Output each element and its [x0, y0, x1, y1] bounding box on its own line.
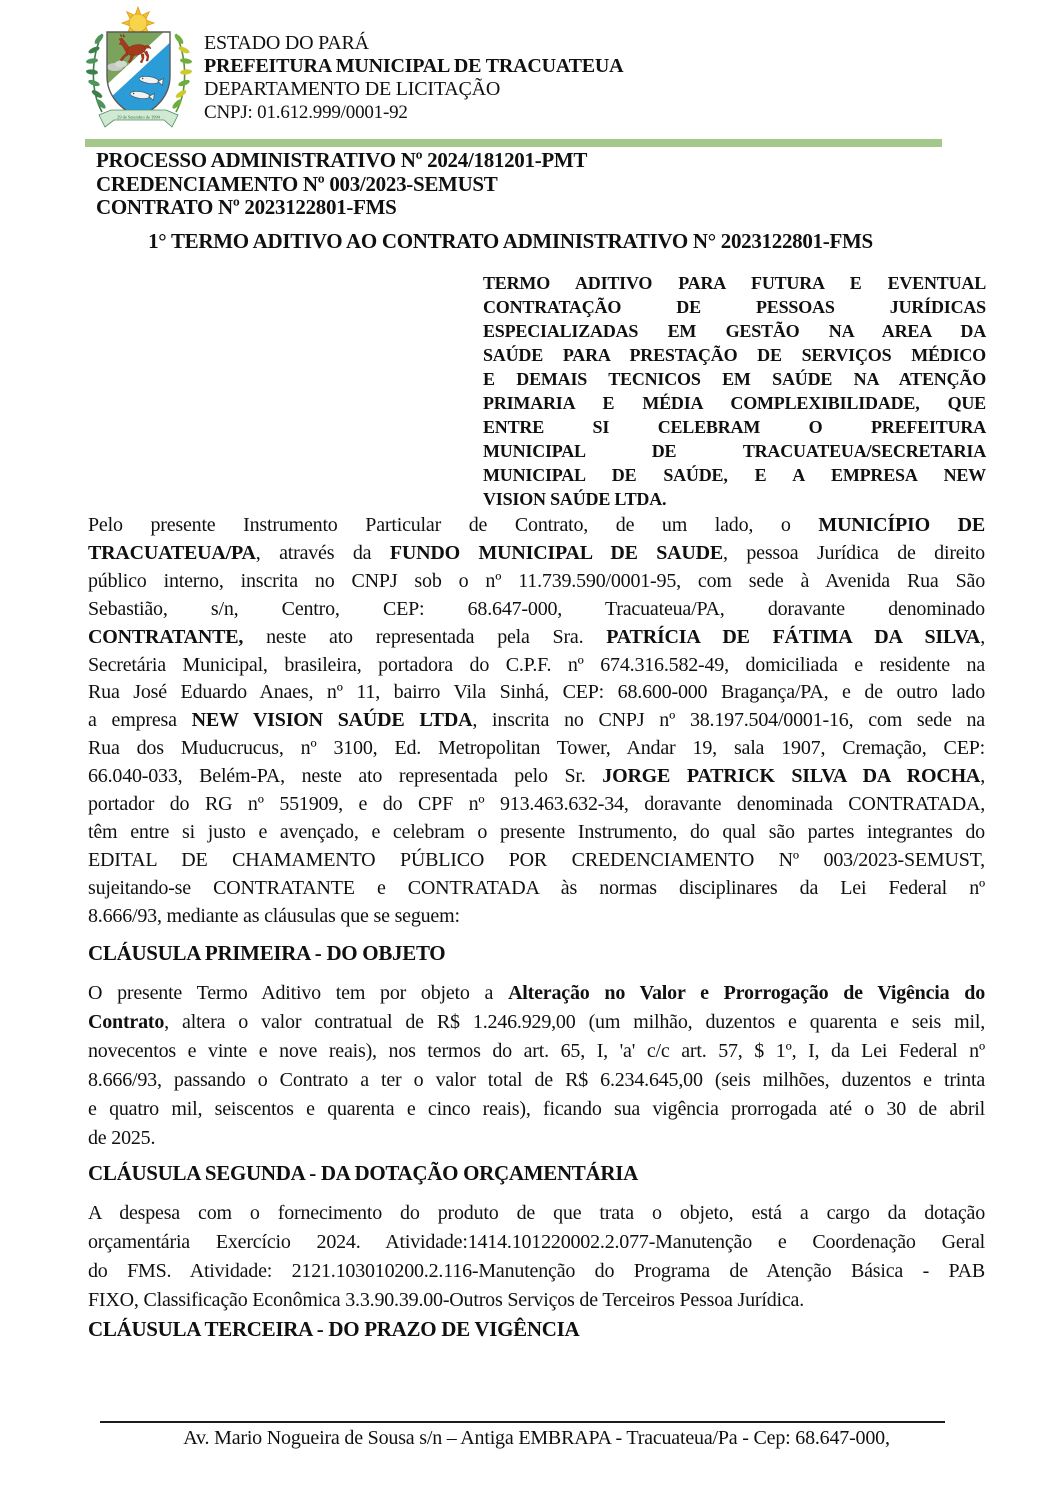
letterhead-municipality: PREFEITURA MUNICIPAL DE TRACUATEUA — [204, 55, 624, 77]
process-number: PROCESSO ADMINISTRATIVO Nº 2024/181201-PMT — [96, 148, 588, 172]
ribbon-banner — [99, 110, 178, 127]
process-info — [96, 149, 587, 220]
ribbon-text: 29 de Setembro de 1994 — [117, 114, 160, 120]
clause-2-body: A despesa com o fornecimento do produto de que trata o objeto, está a cargo da dotação orçamentária Exercício 2024. Atividade:1414.101220002.2.077-Manutenção e Coordenação Geral do FMS. Atividade: 2121.103010200.2.116-Manutenção do Programa de Atenção Básica - PAB FIXO, Classificação Econômica 3.3.90.39.00-Outros Serviços de Terceiros Pessoa Jurídica. — [88, 1202, 985, 1311]
letterhead — [86, 6, 623, 136]
letterhead-text — [204, 6, 623, 136]
clause-3-heading: CLÁUSULA TERCEIRA - DO PRAZO DE VIGÊNCIA — [88, 1317, 580, 1341]
letterhead-department: DEPARTAMENTO DE LICITAÇÃO — [204, 78, 501, 100]
contract-number: CONTRATO Nº 2023122801-FMS — [96, 195, 397, 219]
clause-1-heading: CLÁUSULA PRIMEIRA - DO OBJETO — [88, 941, 446, 965]
clause-1-body: O presente Termo Aditivo tem por objeto a Alteração no Valor e Prorrogação de Vigência do Contrato, altera o valor contratual de R$ 1.246.929,00 (um milhão, duzentos e quarenta e seis mil, novecentos e vinte e nove reais), nos termos do art. 65, I, 'a' c/c art. 57, $ 1º, I, da Lei Federal nº 8.666/93, passando o Contrato a ter o valor total de R$ 6.234.645,00 (seis milhões, duzentos e trinta e quatro mil, seiscentos e quarenta e cinco reais), ficando sua vigência prorrogada até o 30 de abril de 2025. — [88, 982, 985, 1149]
letterhead-cnpj: CNPJ: 01.612.999/0001-92 — [204, 102, 408, 123]
preamble-paragraph: Pelo presente Instrumento Particular de Contrato, de um lado, o MUNICÍPIO DE TRACUATEUA/PA, através da FUNDO MUNICIPAL DE SAUDE, pessoa Jurídica de direito público interno, inscrita no CNPJ sob o nº 11.739.590/0001-95, com sede à Avenida Rua São Sebastião, s/n, Centro, CEP: 68.647-000, Tracuateua/PA, doravante denominado CONTRATANTE, neste ato representada pela Sra. PATRÍCIA DE FÁTIMA DA SILVA, Secretária Municipal, brasileira, portadora do C.P.F. nº 674.316.582-49, domiciliada e residente na Rua José Eduardo Anaes, nº 11, bairro Vila Sinhá, CEP: 68.600-000 Bragança/PA, e de outro lado a empresa NEW VISION SAÚDE LTDA, inscrita no CNPJ nº 38.197.504/0001-16, com sede na Rua dos Muducrucus, nº 3100, Ed. Metropolitan Tower, Andar 19, sala 1907, Cremação, CEP: 66.040-033, Belém-PA, neste ato representada pelo Sr. JORGE PATRICK SILVA DA ROCHA, portador do RG nº 551909, e do CPF nº 913.463.632-34, doravante denominada CONTRATADA, têm entre si justo e avençado, e celebram o presente Instrumento, do qual são partes integrantes do EDITAL DE CHAMAMENTO PÚBLICO POR CREDENCIAMENTO Nº 003/2023-SEMUST, sujeitando-se CONTRATANTE e CONTRATADA às normas disciplinares da Lei Federal nº 8.666/93, mediante as cláusulas que se seguem: — [88, 514, 985, 927]
municipal-crest-logo — [86, 6, 192, 136]
clause-2-heading: CLÁUSULA SEGUNDA - DA DOTAÇÃO ORÇAMENTÁRIA — [88, 1161, 638, 1185]
left-laurel-branch-icon — [86, 33, 107, 112]
summary-quote: TERMO ADITIVO PARA FUTURA E EVENTUAL CONTRATAÇÃO DE PESSOAS JURÍDICAS ESPECIALIZADAS EM GESTÃO NA AREA DA SAÚDE PARA PRESTAÇÃO DE SERVIÇOS MÉDICO E DEMAIS TECNICOS EM SAÚDE NA ATENÇÃO PRIMARIA E MÉDIA COMPLEXIBILIDADE, QUE ENTRE SI CELEBRAM O PREFEITURA MUNICIPAL DE TRACUATEUA/SECRETARIA MUNICIPAL DE SAÚDE, E A EMPRESA NEW VISION SAÚDE LTDA. — [483, 273, 986, 509]
header-divider-bar — [85, 139, 942, 147]
footer-address: Av. Mario Nogueira de Sousa s/n – Antiga EMBRAPA - Tracuateua/Pa - Cep: 68.647-000, — [183, 1427, 890, 1449]
footer-divider — [100, 1421, 945, 1423]
right-branch-icon — [171, 33, 192, 112]
credenciamento-number: CREDENCIAMENTO Nº 003/2023-SEMUST — [96, 171, 498, 196]
letterhead-state: ESTADO DO PARÁ — [204, 32, 369, 54]
document-title: 1° TERMO ADITIVO AO CONTRATO ADMINISTRATIVO N° 2023122801-FMS — [148, 229, 873, 253]
